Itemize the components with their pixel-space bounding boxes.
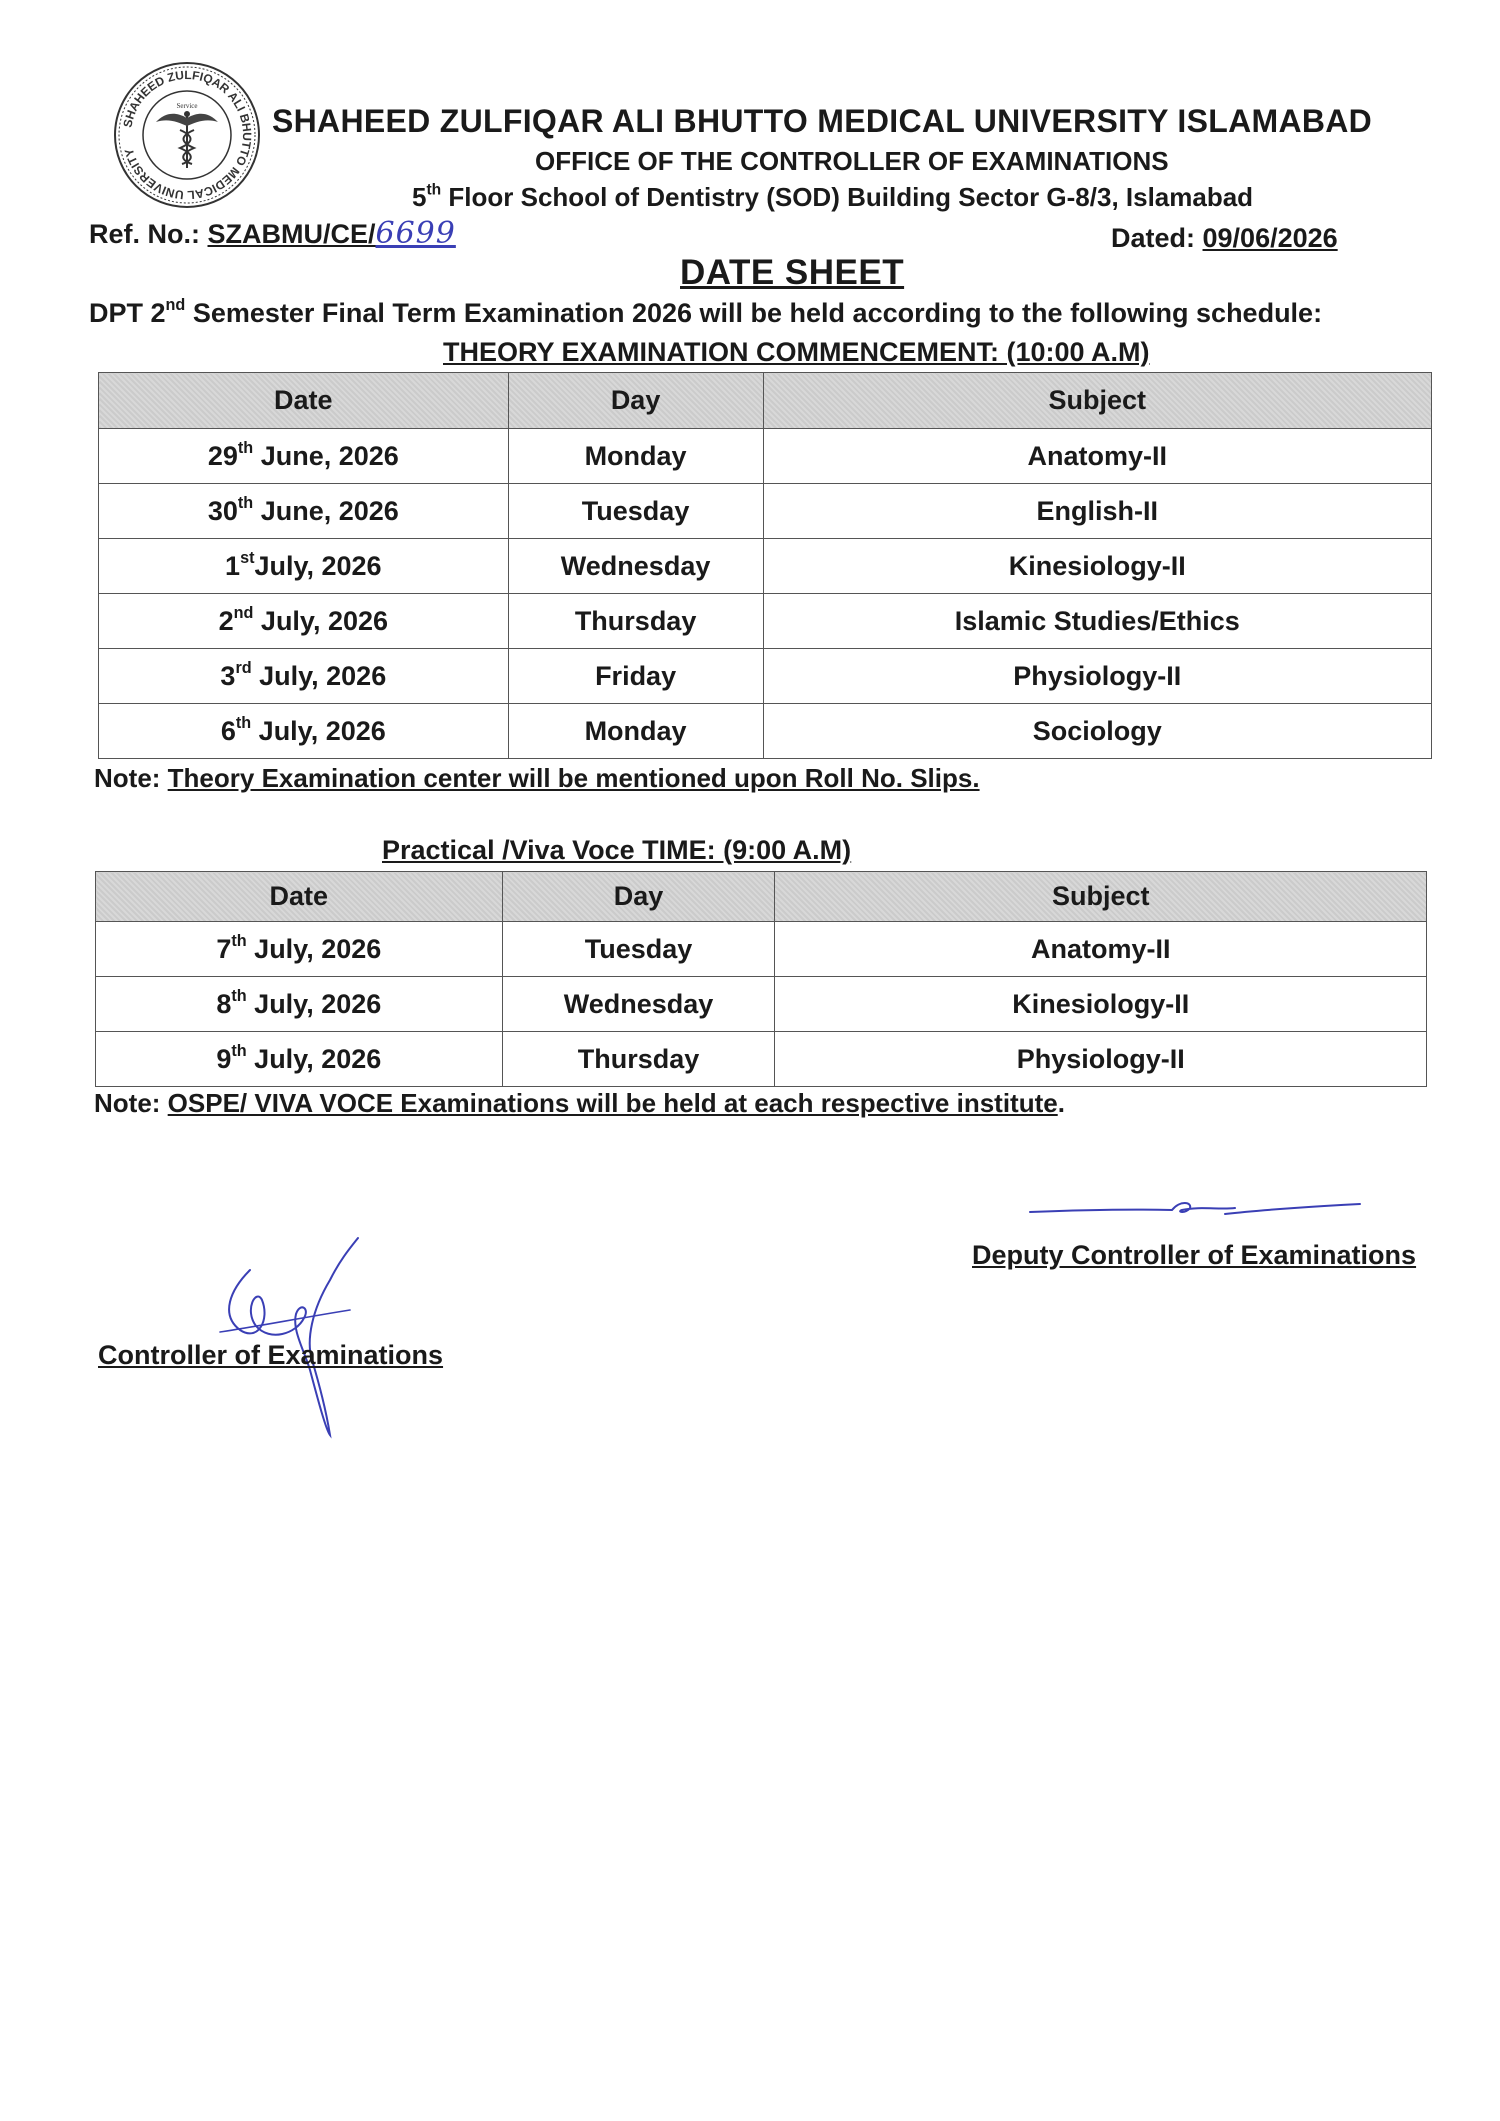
- day-cell: Monday: [508, 429, 763, 484]
- university-seal: [112, 60, 262, 210]
- university-name: SHAHEED ZULFIQAR ALI BHUTTO MEDICAL UNIVERSITY ISLAMABAD: [272, 103, 1373, 139]
- day-cell: Tuesday: [502, 922, 775, 977]
- date-cell: 1stJuly, 2026: [99, 539, 509, 594]
- table-row: [99, 704, 1432, 759]
- table-row: [99, 594, 1432, 649]
- subject-cell: Sociology: [763, 704, 1431, 759]
- table-row: [96, 977, 1427, 1032]
- practical-note: Note: OSPE/ VIVA VOCE Examinations will be held at each respective institute.: [94, 1088, 1065, 1118]
- date-cell: 7th July, 2026: [96, 922, 503, 977]
- subject-cell: Anatomy-II: [775, 922, 1427, 977]
- office-name: OFFICE OF THE CONTROLLER OF EXAMINATIONS: [535, 146, 1169, 176]
- day-cell: Friday: [508, 649, 763, 704]
- controller-label: Controller of Examinations: [98, 1340, 444, 1370]
- office-address: 5th Floor School of Dentistry (SOD) Building Sector G-8/3, Islamabad: [412, 181, 1254, 212]
- handwritten-ref-number: 6699: [375, 216, 456, 251]
- controller-signature: [200, 1230, 370, 1440]
- practical-schedule-table: [95, 871, 1427, 1087]
- subject-cell: Kinesiology-II: [775, 977, 1427, 1032]
- column-header-subject: Subject: [763, 373, 1431, 429]
- theory-schedule-table: [98, 372, 1432, 759]
- date-cell: 2nd July, 2026: [99, 594, 509, 649]
- subject-cell: Anatomy-II: [763, 429, 1431, 484]
- subject-cell: Kinesiology-II: [763, 539, 1431, 594]
- date-cell: 29th June, 2026: [99, 429, 509, 484]
- day-cell: Thursday: [502, 1032, 775, 1087]
- subject-cell: Physiology-II: [763, 649, 1431, 704]
- document-title: DATE SHEET: [680, 253, 905, 292]
- subject-cell: English-II: [763, 484, 1431, 539]
- day-cell: Wednesday: [502, 977, 775, 1032]
- theory-heading: THEORY EXAMINATION COMMENCEMENT: (10:00 A.M): [443, 337, 1150, 367]
- subject-cell: Physiology-II: [775, 1032, 1427, 1087]
- column-header-date: Date: [99, 373, 509, 429]
- table-row: [99, 539, 1432, 594]
- deputy-controller-label: Deputy Controller of Examinations: [972, 1240, 1417, 1270]
- column-header-day: Day: [502, 872, 775, 922]
- date-cell: 8th July, 2026: [96, 977, 503, 1032]
- table-row: [99, 429, 1432, 484]
- table-row: [99, 484, 1432, 539]
- table-row: [99, 649, 1432, 704]
- day-cell: Tuesday: [508, 484, 763, 539]
- day-cell: Monday: [508, 704, 763, 759]
- date-issued: Dated: 09/06/2026: [1111, 223, 1338, 253]
- date-cell: 9th July, 2026: [96, 1032, 503, 1087]
- date-cell: 30th June, 2026: [99, 484, 509, 539]
- seal-ring-text: SHAHEED ZULFIQAR ALI BHUTTO MEDICAL UNIVERSITY: [120, 67, 255, 203]
- day-cell: Thursday: [508, 594, 763, 649]
- deputy-signature: [1020, 1188, 1370, 1228]
- practical-heading: Practical /Viva Voce TIME: (9:00 A.M): [382, 835, 852, 865]
- date-cell: 6th July, 2026: [99, 704, 509, 759]
- seal-inner-text: Service: [176, 102, 198, 110]
- intro-text: DPT 2nd Semester Final Term Examination 2026 will be held according to the following schedule:: [89, 295, 1323, 328]
- column-header-day: Day: [508, 373, 763, 429]
- reference-number: Ref. No.: SZABMU/CE/6699: [89, 216, 456, 251]
- column-header-subject: Subject: [775, 872, 1427, 922]
- column-header-date: Date: [96, 872, 503, 922]
- day-cell: Wednesday: [508, 539, 763, 594]
- theory-note: Note: Theory Examination center will be mentioned upon Roll No. Slips.: [94, 763, 980, 793]
- table-row: [96, 922, 1427, 977]
- date-cell: 3rd July, 2026: [99, 649, 509, 704]
- subject-cell: Islamic Studies/Ethics: [763, 594, 1431, 649]
- table-row: [96, 1032, 1427, 1087]
